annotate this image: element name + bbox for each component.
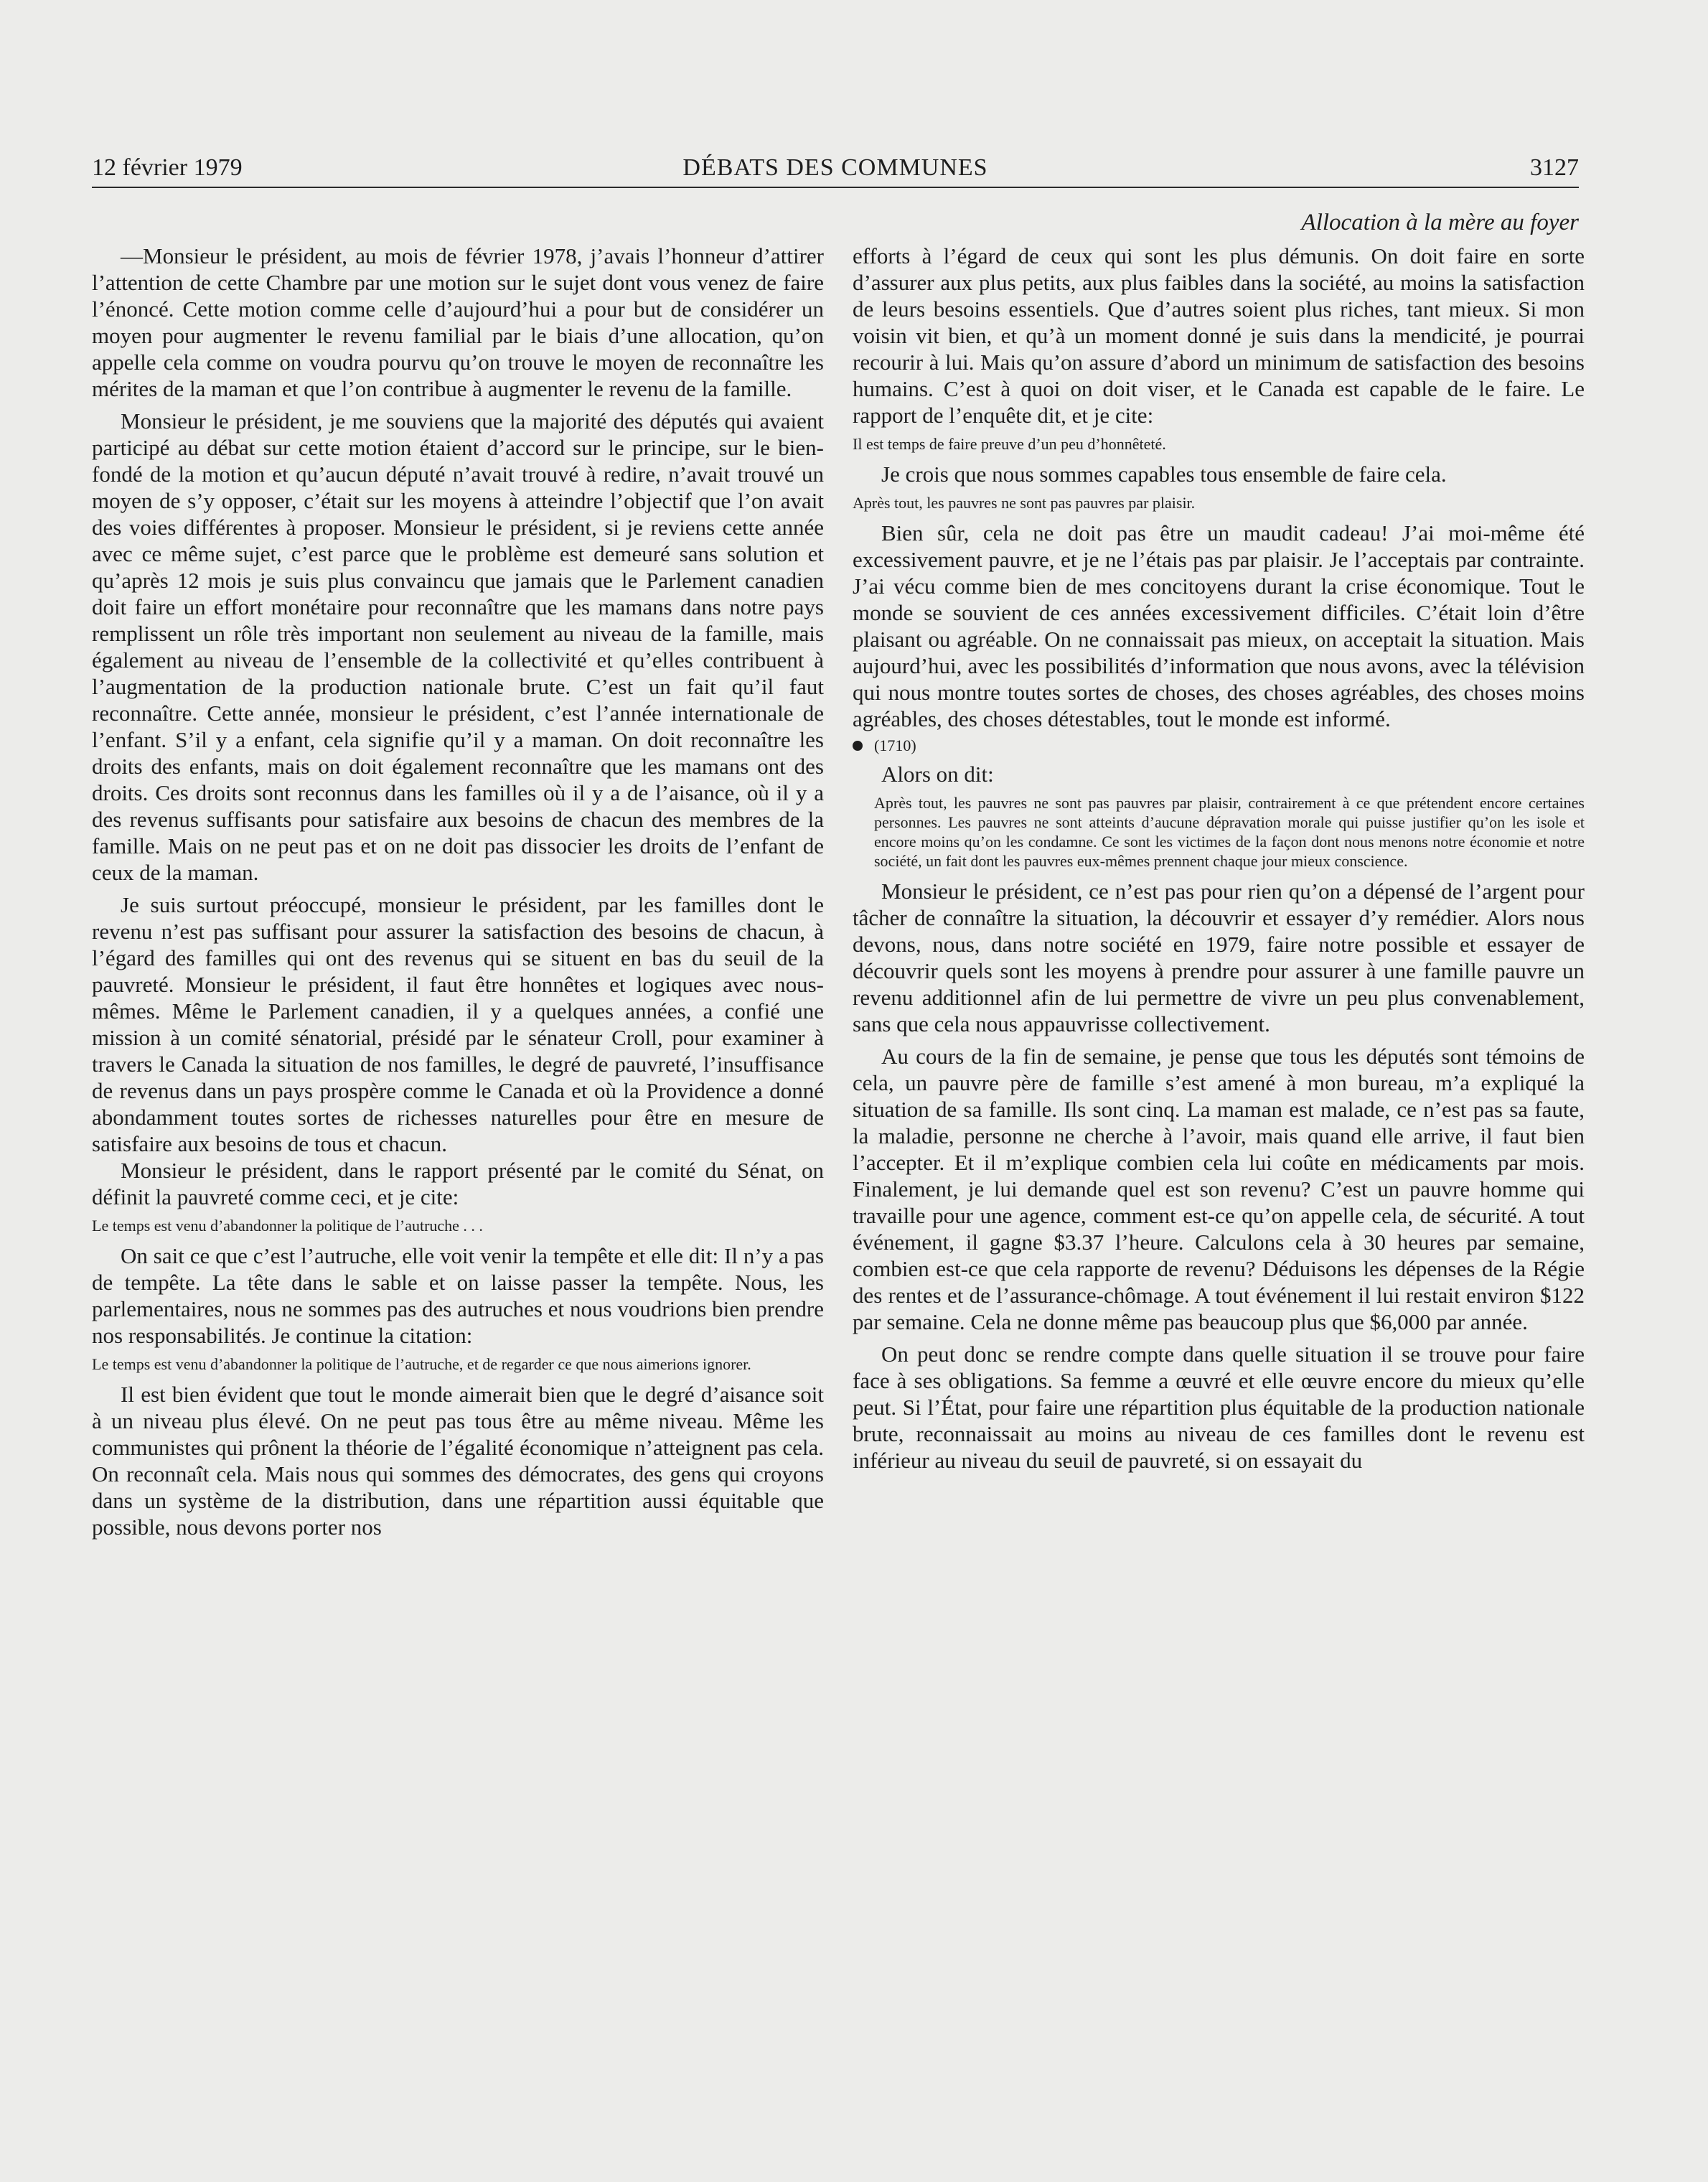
running-head: Allocation à la mère au foyer [1301, 210, 1579, 235]
paragraph: efforts à l’égard de ceux qui sont les plus démunis. On doit faire en sorte d’assurer aux plus petits, aux plus faibles dans la société, au moins la satisfaction de leurs besoins essentiels. Que d’autres soient plus riches, tant mieux. Si mon voisin vit bien, et qu’à un moment donné je suis dans la mendicité, je pourrai recourir à lui. Mais qu’on assure d’abord un minimum de satisfaction des besoins humains. C’est à quoi on doit viser, et le Canada est capable de le faire. Le rapport de l’enquête dit, et je cite: [853, 243, 1585, 428]
paragraph: Au cours de la fin de semaine, je pense que tous les députés sont témoins de cela, un pauvre père de famille s’est amené à mon bureau, m’a expliqué la situation de sa famille. Ils sont cinq. La maman est malade, ce n’est pas sa faute, la maladie, personne ne cherche à l’avoir, mais quand elle arrive, il faut bien l’accepter. Et il m’explique combien cela lui coûte en médicaments par mois. Finalement, je lui demande quel est son revenu? C’est un pauvre homme qui travaille pour une agence, comment est-ce qu’on appelle cela, de sécurité. A tout événement, il gagne $3.37 l’heure. Calculons cela à 30 heures par semaine, combien est-ce que cela rapporte de revenu? Déduisons les dépenses de la Régie des rentes et de l’assurance-chômage. A tout événement il lui restait environ $122 par semaine. Cela ne donne même pas beaucoup plus que $6,000 par année. [853, 1044, 1585, 1334]
time-marker-text: (1710) [874, 736, 916, 754]
paragraph: Monsieur le président, je me souviens que la majorité des députés qui avaient participé au débat sur cette motion étaient d’accord sur le principe, sur le bien-fondé de la motion et qu’aucun député n’avait trouvé à redire, n’avait trouvé un moyen de s’y opposer, c’était sur les moyens à atteindre l’objectif que l’on avait des voies différentes à proposer. Monsieur le président, si je reviens cette année avec ce même sujet, c’est parce que le problème est demeuré sans solution et qu’après 12 mois je suis plus convaincu que jamais que le Parlement canadien doit faire un effort monétaire pour reconnaître que les mamans dans notre pays remplissent un rôle très important non seulement au niveau de la famille, mais également au niveau de l’ensemble de la collectivité et qu’elles contribuent à l’augmentation de la production nationale brute. C’est un fait qu’il faut reconnaître. Cette année, monsieur le président, c’est l’année internationale de l’enfant. S’il y a enfant, cela signifie qu’il y a maman. On doit reconnaître les droits des enfants, mais on doit également reconnaître que les mamans ont des droits. Ces droits sont reconnus dans les familles où il y a de l’aisance, où il y a des revenus suffisants pour satisfaire aux besoins de chacun des membres de la famille. Mais on ne peut pas et on ne doit pas dissocier les droits de l’enfant de ceux de la maman. [92, 408, 824, 885]
left-column [92, 243, 824, 1540]
paragraph: Alors on dit: [881, 762, 994, 787]
paragraph: Je suis surtout préoccupé, monsieur le président, par les familles dont le revenu n’est pas suffisant pour assurer la satisfaction des besoins de chacun, à l’égard des familles qui ont des revenus qui se situent en bas du seuil de la pauvreté. Monsieur le président, il faut être honnêtes et logiques avec nous-mêmes. Même le Parlement canadien, il y a quelques années, a confié une mission à un comité sénatorial, présidé par le sénateur Croll, pour examiner à travers le Canada la situation de nos familles, le degré de pauvreté, l’insuffisance de revenus dans un pays prospère comme le Canada et où la Providence a donné abondamment toutes sortes de richesses naturelles pour être en mesure de satisfaire aux besoins de tous et chacun. [92, 892, 824, 1156]
page-header [92, 152, 1579, 187]
quotation: Le temps est venu d’abandonner la politique de l’autruche . . . [92, 1217, 483, 1235]
quotation: Après tout, les pauvres ne sont pas pauvres par plaisir, contrairement à ce que prétendent encore certaines personnes. Les pauvres ne sont atteints d’aucune dépravation morale qui puisse justifier qu’on les isole et encore moins qu’on les condamne. Ce sont les victimes de la façon dont nous menons notre économie et notre société, un fait dont les pauvres eux-mêmes prennent chaque jour mieux conscience. [874, 794, 1585, 870]
quotation: Il est temps de faire preuve d’un peu d’honnêteté. [853, 435, 1166, 453]
right-column [853, 243, 1585, 1474]
paragraph: Il est bien évident que tout le monde aimerait bien que le degré d’aisance soit à un niveau plus élevé. On ne peut pas tous être au même niveau. Même les communistes qui prônent la théorie de l’égalité économique n’atteignent pas cela. On reconnaît cela. Mais nous qui sommes des démocrates, des gens qui croyons dans un système de la distribution, dans une répartition aussi équitable que possible, nous devons porter nos [92, 1382, 824, 1540]
paragraph: Bien sûr, cela ne doit pas être un maudit cadeau! J’ai moi-même été excessivement pauvre, et je ne l’étais pas par plaisir. Je l’acceptais par contrainte. J’ai vécu comme bien de mes concitoyens durant la crise économique. Tout le monde se souvient de ces années excessivement difficiles. C’était loin d’être plaisant ou agréable. On ne connaissait pas mieux, on acceptait la situation. Mais aujourd’hui, avec les possibilités d’information que nous avons, avec la télévision qui nous montre toutes sortes de choses, des choses agréables, des choses moins agréables, des choses détestables, tout le monde est informé. [853, 520, 1585, 731]
bullet-icon [853, 741, 863, 751]
paragraph: On peut donc se rendre compte dans quelle situation il se trouve pour faire face à ses obligations. Sa femme a œuvré et elle œuvre encore du mieux qu’elle peut. Si l’État, pour faire une répartition plus équitable de la production nationale brute, reconnaissait au moins au niveau de ces familles dont le revenu est inférieur au niveau du seuil de pauvreté, si on essayait du [853, 1341, 1585, 1473]
header-date: 12 février 1979 [92, 154, 243, 181]
quotation: Le temps est venu d’abandonner la politique de l’autruche, et de regarder ce que nous aimerions ignorer. [92, 1355, 751, 1373]
paragraph: —Monsieur le président, au mois de février 1978, j’avais l’honneur d’attirer l’attention de cette Chambre par une motion sur le sujet dont vous venez de faire l’énoncé. Cette motion comme celle d’aujourd’hui a pour but de considérer un moyen pour augmenter le revenu familial par le biais d’une allocation, qu’on appelle cela comme on voudra pourvu qu’on trouve le moyen de reconnaître les mérites de la maman et que l’on contribue à augmenter le revenu de la famille. [92, 243, 824, 401]
paragraph: Monsieur le président, dans le rapport présenté par le comité du Sénat, on définit la pauvreté comme ceci, et je cite: [92, 1158, 824, 1209]
header-page-number: 3127 [1530, 154, 1579, 181]
paragraph: Je crois que nous sommes capables tous ensemble de faire cela. [881, 462, 1447, 487]
header-title: DÉBATS DES COMMUNES [682, 154, 988, 181]
paragraph: Monsieur le président, ce n’est pas pour rien qu’on a dépensé de l’argent pour tâcher de connaître la situation, la découvrir et essayer d’y remédier. Alors nous devons, nous, dans notre société en 1979, faire notre possible et essayer de découvrir quels sont les moyens à prendre pour assurer à une famille pauvre un revenu additionnel afin de lui permettre de vivre un peu plus convenablement, sans que cela nous appauvrisse collectivement. [853, 879, 1585, 1036]
quotation: Après tout, les pauvres ne sont pas pauvres par plaisir. [853, 494, 1196, 512]
header-rule [92, 187, 1579, 188]
time-marker [853, 735, 1585, 757]
paragraph: On sait ce que c’est l’autruche, elle voit venir la tempête et elle dit: Il n’y a pas de tempête. La tête dans le sable et on laisse passer la tempête. Nous, les parlementaires, nous ne sommes pas des autruches et nous voudrions bien prendre nos responsabilités. Je continue la citation: [92, 1243, 824, 1348]
